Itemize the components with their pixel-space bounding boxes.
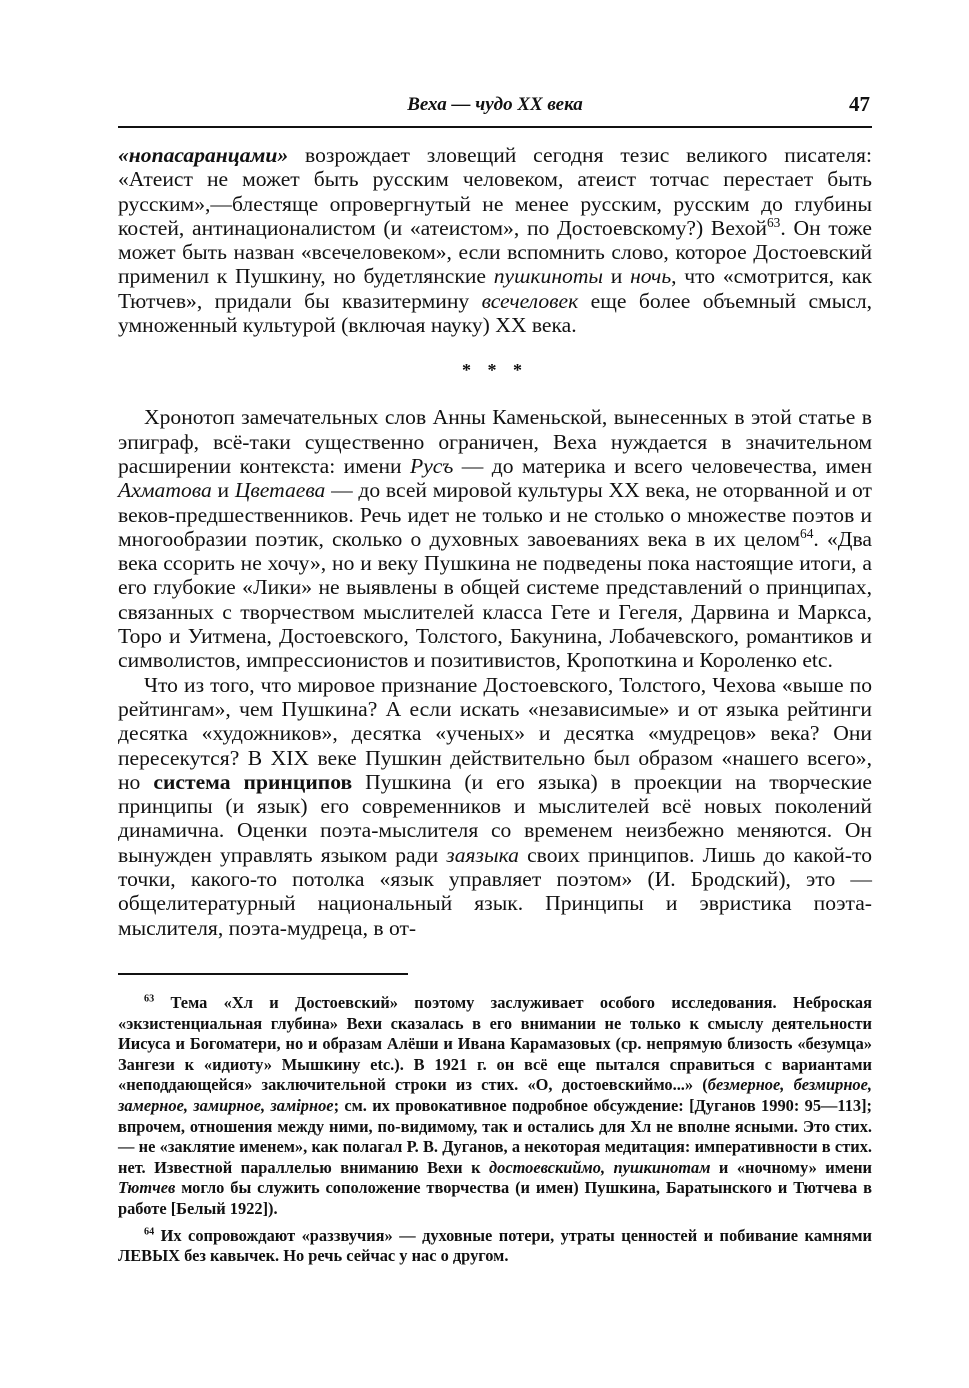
- running-title: Веха — чудо XX века: [407, 94, 583, 115]
- text-run: достоевскиймо, пушкинотам: [489, 1157, 711, 1177]
- text-run: — до материка и всего человечества, имен: [453, 453, 872, 478]
- section-separator: * * *: [462, 360, 528, 381]
- text-run: могло бы служить соположение творчества (и имен) Пушкина, Баратынского и Тютчева в работе [Белый 1922]).: [118, 1178, 872, 1218]
- text-run: еще более объемный смысл, умноженный культурой (включая науку) XX века.: [118, 288, 872, 338]
- text-run: , что «смотрится, как Тютчев», придали бы квазитермину: [118, 264, 873, 313]
- running-header: [118, 92, 872, 128]
- footnote-ref: 64: [144, 1226, 155, 1238]
- text-run: заязыка: [446, 842, 519, 867]
- footnote-ref: 64: [800, 525, 814, 541]
- text-run: «нопасаранцами»: [118, 143, 289, 167]
- text-run: безмерное, безмирное, замерное, замирное, замiрное: [118, 1075, 873, 1115]
- text-run: пушкиноты: [493, 264, 604, 289]
- text-run: . Он тоже может быть назван «всечеловеком», если вспомнить слово, которое Достоевский применил к Пушкину, но будетлянские: [118, 215, 872, 289]
- paragraph-3: [118, 673, 872, 940]
- page-number: 47: [849, 92, 870, 116]
- text-run: Русъ: [410, 453, 454, 478]
- paragraph-2: [118, 405, 872, 672]
- text-run: возрождает зловещий сегодня тезис великого писателя: «Атеист не может быть русским человеком, атеист тотчас перестает быть русским»,—блестяще опровергнутый не менее русским, русским до глубины костей, антинационалистом (и «атеистом», по Достоевскому?) Вехой: [118, 143, 872, 240]
- text-run: и «ночному» имени: [710, 1157, 872, 1177]
- footnote-ref: 63: [766, 214, 781, 230]
- text-run: и: [211, 478, 235, 503]
- text-run: ; см. их провокативное подробное обсуждение: [Дуганов 1990: 95—113]; впрочем, отношения между ними, по-видимому, так и остались для Хл не вполне ясными. Это стих. — не «заклятие именем», как полагал Р. В. Дуганов, а некоторая медитация: императивности в стих. нет. Известной параллелью вниманию Вехи к: [118, 1095, 872, 1177]
- text-run: Тема «Хл и Достоевский» поэтому заслуживает особого исследования. Неброская «экзистенциальная глубина» Вехи сказалась в его внимании не только к смыслу деятельности Иисуса и Богоматери, но и образам Алёши и Ивана Карамазовых (ср. непрямую близость «безумца» Зангези к «идиоту» Мышкину etc.). В 1921 г. он всё еще пытался справиться с вариантами «неподдающейся» заключительной строки из стих. «О, достоевскиймо...» (: [118, 993, 872, 1095]
- paragraph-1: [118, 143, 872, 337]
- main-text: [118, 143, 872, 940]
- text-run: ночь: [630, 264, 672, 289]
- text-run: Тютчев: [118, 1178, 176, 1198]
- text-run: и: [603, 264, 631, 289]
- footnote-ref: 63: [144, 993, 155, 1005]
- text-run: система принципов: [153, 769, 353, 794]
- text-run: Цветаева: [234, 478, 326, 503]
- text-run: Что из того, что мировое признание Достоевского, Толстого, Чехова «выше по рейтингам», чем Пушкина? А если искать «независимые» и от языка рейтинги десятка «художников», десятка «ученых» и десятка «мудрецов» века? Они пересекутся? В XIX веке Пушкин действительно был образом «нашего всего», но: [118, 672, 872, 794]
- text-run: Их сопровождают «раззвучия» — духовные потери, утраты ценностей и побивание камнями ЛЕВЫХ без кавычек. Но речь сейчас у нас о другом.: [118, 1225, 872, 1266]
- text-run: своих принципов. Лишь до какой-то точки, какого-то потолка «язык управляет поэтом» (И. Бродский), это — общелитературный национальный язык. Принципы и эвристика поэта-мыслителя, поэта-мудреца, в от-: [118, 842, 872, 940]
- footnotes: [118, 993, 872, 1267]
- footnote-divider: [118, 973, 408, 975]
- text-run: Пушкина (и его языка) в проекции на творческие принципы (и язык) его современников и мыслителей всё новых поколений динамична. Оценки поэта-мыслителя со временем неизбежно меняются. Он вынужден управлять языком ради: [118, 769, 872, 867]
- text-run: . «Два века ссорить не хочу», но и веку Пушкина не подведены пока настоящие итоги, а его глубокие «Лики» не выявлены в общей системе представлений о принципах, связанных с творчеством мыслителей класса Гете и Гегеля, Дарвина и Маркса, Торо и Уитмена, Достоевского, Толстого, Бакунина, Лобачевского, романтиков и символистов, импрессионистов и позитивистов, Кропоткина и Короленко etc.: [118, 526, 872, 673]
- footnote-63: [118, 993, 872, 1220]
- text-run: — до всей мировой культуры XX века, не оторванной и от веков-предшественников. Речь идет не только и не столько о множестве поэтов и многообразии поэтик, сколько о духовных завоеваниях века в их целом: [118, 478, 872, 551]
- text-run: Ахматова: [118, 478, 212, 503]
- footnote-64: [118, 1226, 872, 1267]
- text-run: всечеловек: [481, 288, 579, 313]
- text-run: Хронотоп замечательных слов Анны Каменьской, вынесенных в этой статье в эпиграф, всё-таки существенно ограничен, Веха нуждается в значительном расширении контекста: имени: [118, 405, 872, 478]
